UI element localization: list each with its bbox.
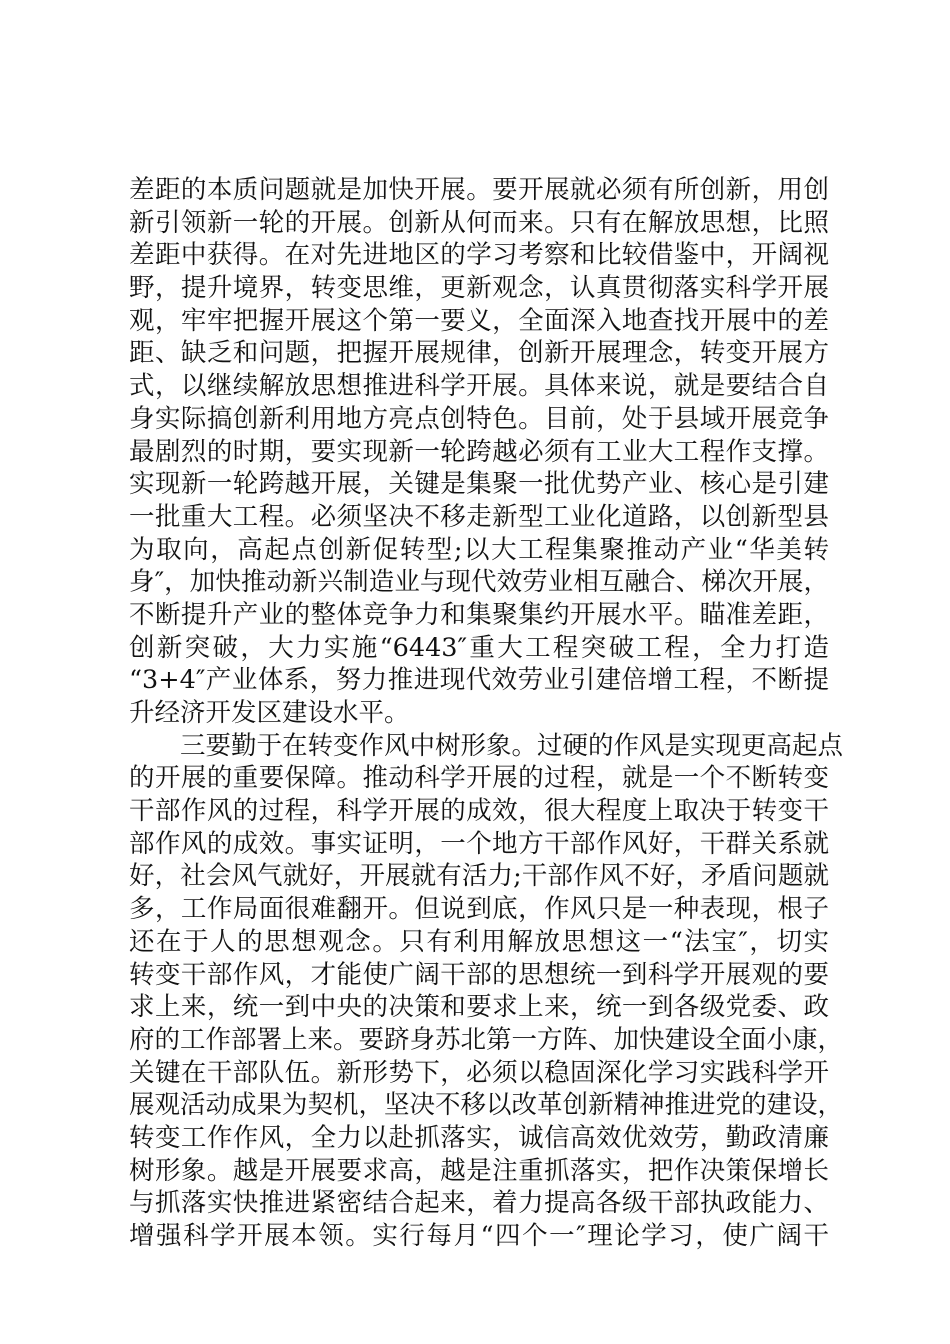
- text-line: 好，社会风气就好，开展就有活力;干部作风不好，矛盾问题就: [129, 861, 829, 892]
- text-line: “3+4″产业体系，努力推进现代效劳业引建倍增工程，不断提: [129, 665, 829, 696]
- text-line: 不断提升产业的整体竞争力和集聚集约开展水平。瞄准差距，: [129, 599, 829, 630]
- document-body: [129, 174, 844, 1253]
- text-line: 转变工作作风，全力以赴抓落实，诚信高效优效劳，勤政清廉: [129, 1122, 829, 1153]
- text-line: 最剧烈的时期，要实现新一轮跨越必须有工业大工程作支撑。: [129, 436, 829, 467]
- text-line: 府的工作部署上来。要跻身苏北第一方阵、加快建设全面小康，: [129, 1024, 844, 1055]
- text-line: 为取向，高起点创新促转型;以大工程集聚推动产业“华美转: [129, 534, 829, 565]
- text-line: 身实际搞创新利用地方亮点创特色。目前，处于县域开展竞争: [129, 403, 829, 434]
- paragraph-1: [129, 174, 829, 730]
- text-line: 身″，加快推动新兴制造业与现代效劳业相互融合、梯次开展，: [129, 567, 829, 598]
- text-line: 新引领新一轮的开展。创新从何而来。只有在解放思想，比照: [129, 207, 829, 238]
- text-line: 实现新一轮跨越开展，关键是集聚一批优势产业、核心是引建: [129, 469, 829, 500]
- text-line: 差距的本质问题就是加快开展。要开展就必须有所创新，用创: [129, 175, 829, 205]
- text-line: 观，牢牢把握开展这个第一要义，全面深入地查找开展中的差: [129, 305, 829, 336]
- text-line: 树形象。越是开展要求高，越是注重抓落实，把作决策保增长: [129, 1155, 829, 1186]
- text-line: 转变干部作风，才能使广阔干部的思想统一到科学开展观的要: [129, 959, 829, 990]
- text-line: 野，提升境界，转变思维，更新观念，认真贯彻落实科学开展: [129, 273, 829, 304]
- text-line: 多，工作局面很难翻开。但说到底，作风只是一种表现，根子: [129, 894, 829, 925]
- text-line: 部作风的成效。事实证明，一个地方干部作风好，干群关系就: [129, 828, 829, 859]
- text-line: 与抓落实快推进紧密结合起来，着力提高各级干部执政能力、: [129, 1188, 829, 1219]
- text-line: 展观活动成果为契机，坚决不移以改革创新精神推进党的建设，: [129, 1090, 844, 1121]
- text-line: 干部作风的过程，科学开展的成效，很大程度上取决于转变干: [129, 796, 829, 827]
- text-line: 求上来，统一到中央的决策和要求上来，统一到各级党委、政: [129, 992, 829, 1023]
- text-line: 关键在干部队伍。新形势下，必须以稳固深化学习实践科学开: [129, 1057, 829, 1088]
- text-line: 一批重大工程。必须坚决不移走新型工业化道路，以创新型县: [129, 501, 829, 532]
- text-line: 增强科学开展本领。实行每月“四个一″理论学习，使广阔干: [129, 1221, 829, 1251]
- text-line: 升经济开发区建设水平。: [129, 698, 410, 728]
- text-line: 差距中获得。在对先进地区的学习考察和比较借鉴中，开阔视: [129, 240, 829, 271]
- text-line: 三要勤于在转变作风中树形象。过硬的作风是实现更高起点: [129, 730, 844, 761]
- text-line: 的开展的重要保障。推动科学开展的过程，就是一个不断转变: [129, 763, 829, 794]
- text-line: 距、缺乏和问题，把握开展规律，创新开展理念，转变开展方: [129, 338, 829, 369]
- text-line: 还在于人的思想观念。只有利用解放思想这一“法宝″，切实: [129, 926, 829, 957]
- text-line: 式，以继续解放思想推进科学开展。具体来说，就是要结合自: [129, 371, 829, 402]
- paragraph-2: [129, 730, 844, 1253]
- text-line: 创新突破，大力实施“6443″重大工程突破工程，全力打造: [129, 632, 829, 663]
